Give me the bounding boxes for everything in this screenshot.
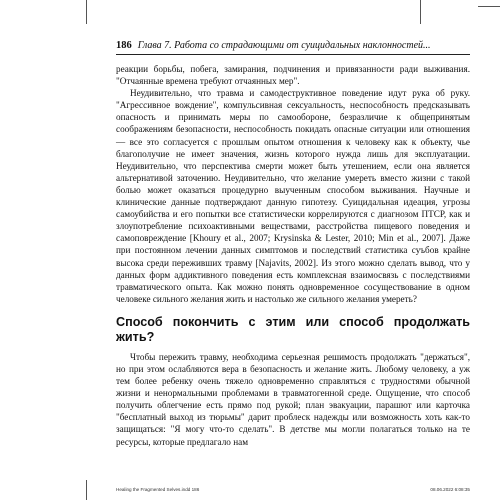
chapter-title: Глава 7. Работа со страдающими от суицидальных наклонностей... [137, 40, 431, 51]
crop-mark [478, 6, 500, 7]
crop-mark [86, 480, 87, 500]
crop-mark [86, 0, 87, 24]
paragraph: реакции борьбы, побега, замирания, подчинения и привязанности ради выживания. "Отчаянные времена требуют отчаянных мер". [116, 64, 470, 87]
paragraph: Неудивительно, что травма и самодеструктивное поведение идут рука об руку. "Агрессивное вождение", компульсивная сексуальность, неспособность предсказывать опасность и принимать меры по самообороне, безразличие к общепринятым соображениям безопасности, неспособность покидать опасные ситуации или отношения — все это согласуется с прошлым опытом отношения к человеку как к объекту, чье благополучие не имеет значения, жизнь которого нужда лишь для эксплуатации. Неудивительно, что перспектива смерти может быть утешением, если она является альтернативой заточению. Неудивительно, что желание умереть вместо жизни с такой болью может оказаться процедурно выученным способом выживания. Научные и клинические данные подтверждают данную гипотезу. Суицидальная идеация, угрозы самоубийства и его попытки все статистически коррелируются с диагнозом ПТСР, как и злоупотребление психоактивными веществами, расстройства пищевого поведения и самоповреждение [Khoury et al., 2007; Krysinska & Lester, 2010; Min et al., 2007]. Даже при постоянном лечении данных симптомов и последствий статистика суъбов крайне высока среди переживших травму [Najavits, 2002]. Из этого можно сделать вывод, что у данных форм аддиктивного поведения есть комплексная взаимосвязь с последствиями травматического опыта. Как можно понять одновременное сосуществование в одном человеке сильного желания жить и настолько же сильного желания умереть? [116, 88, 470, 304]
book-page [116, 40, 470, 448]
body-text [116, 63, 470, 448]
page-number: 186 [116, 40, 132, 51]
paragraph: Чтобы пережить травму, необходима серьезная решимость продолжать "держаться", но при этом ослабляются вера в безопасность и желание жить. Любому человеку, а уж тем более ребенку очень тяжело одновременно справляться с трудностями обычной жизни и ненормальными проблемами в травматогенной среде. Ощущение, что способ получить облегчение есть прямо под рукой; план эвакуации, парашют или карточка "бесплатный выход из тюрьмы" дарит проблеск надежды или возможность хоть как-то защищаться: "Я могу что-то сделать". В детстве мы могли полагаться только на те ресурсы, которые предлагало нам [116, 351, 470, 447]
footer-timestamp: 08.06.2022 6:08:35 [430, 487, 470, 492]
section-heading: Способ покончить с этим или способ продолжать жить? [116, 314, 470, 344]
print-footer [116, 487, 470, 492]
footer-file-info: Healing the Fragmented Selves.indd 186 [116, 487, 200, 492]
running-head [116, 40, 470, 55]
crop-mark [420, 0, 421, 24]
